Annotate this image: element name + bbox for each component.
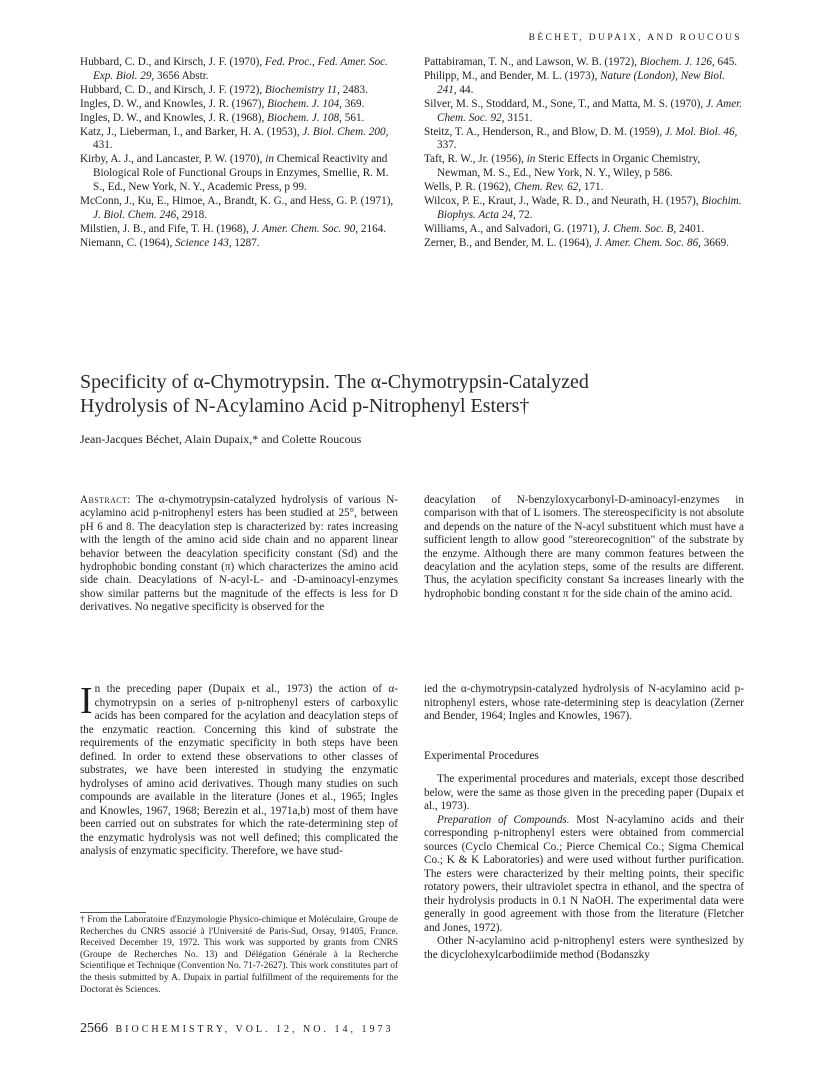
section-heading: Experimental Procedures [424,749,539,762]
reference-entry [424,56,746,70]
reference-authors: Williams, A., and Salvadori, G. (1971), [424,222,603,235]
reference-authors: Steitz, T. A., Henderson, R., and Blow, D. M. (1959), [424,125,665,138]
reference-pages: 3656 Abstr. [154,69,209,82]
page-footer [80,1021,393,1037]
reference-authors: Silver, M. S., Stoddard, M., Sone, T., and Matta, M. S. (1970), [424,97,706,110]
reference-pages: 2164. [358,222,387,235]
methods-paragraph-1: The experimental procedures and materials, except those described below, were the same as those given in the preceding paper (Dupaix et al., 1973). [424,773,744,812]
intro-continuation: ied the α-chymotrypsin-catalyzed hydrolysis of N-acylamino acid p-nitrophenyl esters, whose rate-determining step is deacylation (Zerner and Bender, 1964; Ingles and Knowles, 1967). [424,683,744,722]
reference-authors: Wilcox, P. E., Kraut, J., Wade, R. D., and Neurath, H. (1957), [424,195,702,208]
footnote-divider [80,912,146,913]
reference-authors: Zerner, B., and Bender, M. L. (1964), [424,236,595,249]
reference-journal: Biochim. Biophys. Acta 24, [437,195,742,221]
reference-pages: 2401. [676,222,705,235]
reference-pages: 1287. [231,236,260,249]
reference-entry [80,56,395,84]
reference-journal: Chem. Rev. 62, [513,181,582,194]
reference-entry [80,153,395,195]
methods-paragraph-3: Other N-acylamino acid p-nitrophenyl esters were synthesized by the dicyclohexylcarbodiimide method (Bodanszky [424,935,744,961]
reference-journal: J. Amer. Chem. Soc. 92, [437,97,743,124]
author-list: Jean-Jacques Béchet, Alain Dupaix,* and Colette Roucous [80,432,362,446]
reference-entry [424,195,746,223]
reference-entry [424,223,746,237]
running-header: BÉCHET, DUPAIX, AND ROUCOUS [528,33,742,43]
abstract-text-left: The α-chymotrypsin-catalyzed hydrolysis of various N-acylamino acid p-nitrophenyl esters has been studied at 25°, between pH 6 and 8. The deacylation step is characterized by: rates increasing with the length of the amino acid side chain and no apparent linear behavior between the deacylation specificity constant (Sd) and the hydrophobic bonding constant (π) which characterizes the amino acid side chain. Deacylations of N-acyl-L- and -D-aminoacyl-enzymes show similar patterns but the magnitude of the effects is less for D derivatives. No negative specificity is observed for the [80,494,398,614]
reference-entry [80,237,395,251]
reference-entry [80,223,395,237]
reference-authors: Pattabiraman, T. N., and Lawson, W. B. (1972), [424,56,640,68]
reference-entry [80,112,395,126]
footnote: † From the Laboratoire d'Enzymologie Physico-chimique et Moléculaire, Groupe de Recherches du CNRS associé à l'Université de Paris-Sud, Orsay, 91405, France. Received December 19, 1972. This work was supported by grants from CNRS (Groupe de Recherches No. 13) and Délégation Générale à la Recherche Scientifique et Technique (Convention No. 71-7-2627). This work constitutes part of the thesis submitted by A. Dupaix in partial fulfillment of the requirements for the Doctorat ès Sciences. [80,915,398,995]
reference-pages: Steric Effects in Organic Chemistry, Newman, M. S., Ed., New York, N. Y., Wiley, p 586. [437,153,701,180]
reference-authors: Taft, R. W., Jr. (1956), [424,153,527,166]
reference-journal: Biochem. J. 108, [267,111,342,124]
references-left-column [80,56,395,251]
reference-journal: Nature (London), New Biol. 241, [437,69,725,96]
body-right-column [424,683,744,962]
reference-pages: 2918. [179,208,208,221]
reference-authors: Ingles, D. W., and Knowles, J. R. (1967), [80,97,268,110]
methods-paragraph-2 [424,814,744,936]
reference-authors: Wells, P. R. (1962), [424,181,514,194]
reference-pages: Chemical Reactivity and Biological Role of Functional Groups in Enzymes, Smellie, R. M. S., Ed., New York, N. Y., Academic Press, p 99. [93,153,389,194]
reference-journal: J. Biol. Chem. 246, [93,208,180,221]
reference-authors: Katz, J., Lieberman, I., and Barker, H. A. (1953), [80,125,303,138]
intro-paragraph [80,680,398,859]
reference-pages: 3669. [700,236,729,249]
inline-heading: Preparation of Compounds. [437,813,570,826]
reference-entry [424,98,746,126]
reference-pages: 337. [437,139,457,152]
reference-journal: J. Mol. Biol. 46, [664,125,738,138]
reference-entry [424,70,746,98]
reference-entry [80,195,395,223]
reference-authors: Hubbard, C. D., and Kirsch, J. F. (1970), [80,56,265,68]
abstract-label: Abstract: [80,494,131,506]
methods-paragraph-2-text: Most N-acylamino acids and their corresponding p-nitrophenyl esters were obtained from commercial sources (Cyclo Chemical Co.; Pierce Chemical Co.; Sigma Chemical Co.; K & K Laboratories) and were used without further purification. The esters were characterized by their melting points, their specific rotatory powers, their ultraviolet spectra in ethanol, and the spectra of their hydrolysis products in 0.1 N NaOH. The experimental data were generally in good agreement with those from the literature (Fletcher and Jones, 1972). [424,813,745,934]
abstract-right-column [424,494,744,601]
article-title [80,370,745,418]
reference-authors: Hubbard, C. D., and Kirsch, J. F. (1972), [80,83,265,96]
reference-journal: J. Chem. Soc. B, [602,222,677,235]
reference-journal: J. Biol. Chem. 200, [302,125,389,138]
reference-entry [80,84,395,98]
reference-entry [80,126,395,154]
reference-authors: Kirby, A. J., and Lancaster, P. W. (1970), [80,153,266,166]
reference-journal: Biochem. J. 104, [267,97,342,110]
reference-pages: 369. [341,97,365,110]
article-title-line-2: Hydrolysis of N-Acylamino Acid p-Nitrophenyl Esters† [80,395,530,417]
reference-entry [424,237,746,251]
reference-pages: 72. [515,208,533,221]
page-number: 2566 [80,1021,108,1036]
reference-pages: 171. [581,181,604,194]
reference-journal: Biochem. J. 126, [639,56,715,68]
body-left-column [80,680,398,859]
reference-journal: in [526,153,536,166]
reference-pages: 2483. [339,83,368,96]
drop-cap: I [80,680,93,722]
references-right-column [424,56,746,251]
reference-journal: Science 143, [175,236,232,249]
reference-pages: 431. [93,139,113,152]
reference-entry [424,153,746,181]
reference-entry [80,98,395,112]
reference-pages: 44. [456,83,474,96]
reference-pages: 3151. [504,111,533,124]
reference-authors: Milstien, J. B., and Fife, T. H. (1968), [80,222,252,235]
reference-journal: J. Amer. Chem. Soc. 90, [251,222,359,235]
reference-journal: in [265,153,274,166]
reference-authors: McConn, J., Ku, E., Himoe, A., Brandt, K. G., and Hess, G. P. (1971), [80,195,394,208]
intro-paragraph-text: n the preceding paper (Dupaix et al., 1973) the action of α-chymotrypsin on a series of p-nitrophenyl esters of carboxylic acids has been compared for the acylation and deacylation steps of the enzymatic reaction. Concerning this kind of substrate the requirements of the enzymatic specificity in both steps have been defined. In order to extend these observations to other classes of substrates, we have been interested in studying the enzymatic hydrolyses of amino acid derivatives. Though many studies on such compounds are available in the literature (Jones et al., 1965; Ingles and Knowles, 1967, 1968; Berezin et al., 1971a,b) most of them have been carried out on substrates for which the rate-determining step of the enzymatic hydrolysis was not well defined; this complicated the analysis of enzymatic specificity. Therefore, we have stud- [80,683,398,857]
reference-pages: 561. [341,111,365,124]
reference-entry [424,181,746,195]
journal-citation: BIOCHEMISTRY, VOL. 12, NO. 14, 1973 [115,1024,394,1035]
reference-journal: Fed. Proc., Fed. Amer. Soc. Exp. Biol. 29, [93,56,388,82]
abstract-left-column [80,494,398,615]
reference-authors: Philipp, M., and Bender, M. L. (1973), [424,69,601,82]
reference-authors: Niemann, C. (1964), [80,236,176,249]
abstract-text-right: deacylation of N-benzyloxycarbonyl-D-aminoacyl-enzymes in comparison with that of L isomers. The stereospecificity is not absolute and depends on the nature of the N-acyl substituent which must have a sufficient length to allow good "stereorecognition" of the substrate by the enzyme. Although there are many common features between the deacylation and the acylation steps, some of the results are different. Thus, the acylation specificity constant Sa increases linearly with the hydrophobic bonding constant π for the side chain of the amino acid. [424,494,744,600]
reference-entry [424,126,746,154]
reference-pages: 645. [714,56,738,68]
reference-journal: J. Amer. Chem. Soc. 86, [594,236,701,249]
article-title-line-1: Specificity of α-Chymotrypsin. The α-Chymotrypsin-Catalyzed [80,371,589,393]
reference-authors: Ingles, D. W., and Knowles, J. R. (1968), [80,111,268,124]
reference-journal: Biochemistry 11, [264,83,340,96]
